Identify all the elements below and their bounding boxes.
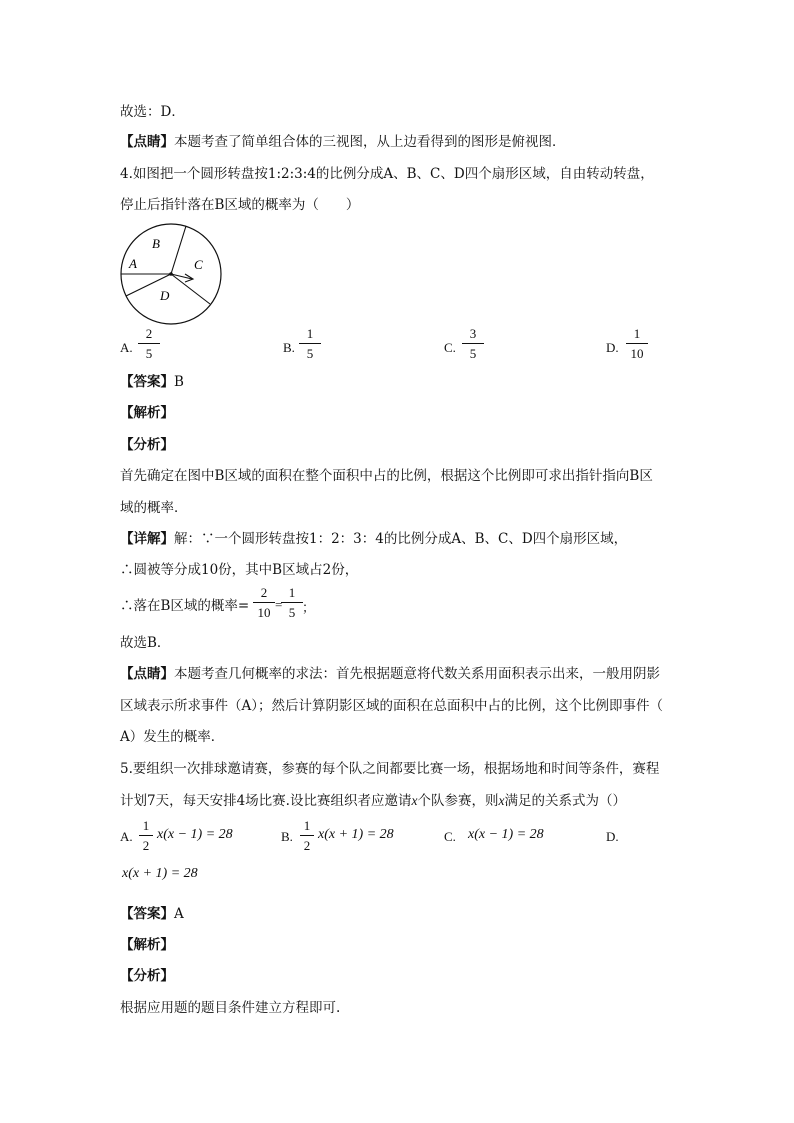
- stem-variable: x: [411, 793, 418, 808]
- q5-option-d-label: D.: [606, 829, 619, 844]
- denominator: 5: [306, 346, 314, 361]
- sector-label-c: C: [194, 257, 203, 272]
- q5-stem-line1: 5.要组织一次排球邀请赛，参赛的每个队之间都要比赛一场，根据场地和时间等条件，赛程: [120, 761, 660, 777]
- q5-answer: [120, 905, 184, 923]
- spinner-center: [169, 272, 173, 276]
- denominator: 5: [469, 346, 477, 361]
- q4-fenxi-tag: 【分析】: [120, 437, 174, 453]
- q4-stem-line2: 停止后指针落在B区域的概率为（ ）: [120, 197, 360, 213]
- q5-fenxi-line1: 根据应用题的题目条件建立方程即可.: [120, 1000, 341, 1016]
- q4-detail-suffix: ；: [302, 600, 316, 615]
- numerator: 1: [288, 585, 296, 600]
- detail-tag: 【详解】: [120, 531, 174, 547]
- denominator: 5: [288, 605, 296, 620]
- q4-detail-fraction-2: [281, 585, 303, 620]
- answer-tag: 【答案】: [120, 374, 174, 390]
- q4-fenxi-line2: 域的概率．: [120, 500, 188, 516]
- q4-fenxi-line1: 首先确定在图中B区域的面积在整个面积中占的比例，根据这个比例即可求出指针指向B区: [120, 468, 653, 484]
- stem-text: 个队参赛，则: [417, 793, 499, 809]
- q5-stem-line2: [120, 792, 626, 810]
- q4-analysis-tag: 【解析】: [120, 405, 174, 421]
- q4-choice: 故选B．: [120, 635, 171, 651]
- stem-text: 计划7天，每天安排4场比赛.设比赛组织者应邀请: [120, 793, 412, 809]
- q4-option-a: [138, 326, 160, 361]
- q4-comment-line3: A）发生的概率．: [120, 729, 225, 745]
- q4-answer: [120, 373, 184, 391]
- stem-variable: x: [498, 793, 505, 808]
- sector-label-b: B: [152, 236, 160, 251]
- q4-option-c: [462, 326, 484, 361]
- numerator: 2: [145, 326, 153, 341]
- q4-detail-fraction-1: [253, 585, 275, 620]
- comment-text: 本题考查了简单组合体的三视图，从上边看得到的图形是俯视图．: [174, 134, 566, 150]
- comment-tag: 【点睛】: [120, 666, 174, 682]
- denominator: 10: [630, 346, 644, 361]
- q4-option-b-label: B.: [283, 340, 295, 355]
- sector-label-d: D: [160, 288, 170, 303]
- detail-text: 解：∵一个圆形转盘按1：2：3：4的比例分成A、B、C、D四个扇形区域，: [174, 531, 628, 547]
- q5-option-b-expr: x(x + 1) = 28: [318, 827, 394, 842]
- answer-value: B: [174, 374, 184, 390]
- denominator: 10: [257, 605, 271, 620]
- q5-option-b-label: B.: [281, 829, 293, 844]
- q5-option-b-coef: [300, 818, 314, 853]
- prev-comment: [120, 133, 566, 151]
- q4-comment-line2: 区域表示所求事件（A）；然后计算阴影区域的面积在总面积中占的比例，这个比例即事件（: [120, 698, 663, 714]
- prev-choice: 故选：D．: [120, 104, 185, 120]
- stem-text: 满足的关系式为（）: [504, 793, 626, 809]
- numerator: 3: [469, 326, 477, 341]
- q4-option-b: [299, 326, 321, 361]
- numerator: 1: [633, 326, 641, 341]
- q4-stem-line1: 4.如图把一个圆形转盘按1:2:3:4的比例分成A、B、C、D四个扇形区域，自由转动转盘，: [120, 166, 654, 182]
- spinner-figure: [114, 218, 228, 330]
- denominator: 5: [145, 346, 153, 361]
- denominator: 2: [142, 838, 150, 853]
- q5-option-c-label: C.: [444, 829, 456, 844]
- q5-option-c-expr: x(x − 1) = 28: [468, 827, 544, 842]
- q4-option-d: [626, 326, 648, 361]
- q5-option-a-expr: x(x − 1) = 28: [157, 827, 233, 842]
- sector-label-a: A: [129, 256, 137, 271]
- q5-option-a-coef: [139, 818, 153, 853]
- answer-value: A: [174, 906, 184, 922]
- q5-option-a-label: A.: [120, 829, 133, 844]
- numerator: 2: [260, 585, 268, 600]
- answer-tag: 【答案】: [120, 906, 174, 922]
- numerator: 1: [303, 818, 311, 833]
- q4-detail-equals: =: [275, 597, 283, 612]
- q4-option-c-label: C.: [444, 340, 456, 355]
- q4-comment-line1: [120, 665, 660, 683]
- q4-option-d-label: D.: [606, 340, 619, 355]
- numerator: 1: [306, 326, 314, 341]
- q4-detail-line3-prefix: ∴落在B区域的概率=: [120, 598, 250, 614]
- q5-analysis-tag: 【解析】: [120, 937, 174, 953]
- q5-fenxi-tag: 【分析】: [120, 968, 174, 984]
- q5-option-d-expr: x(x + 1) = 28: [122, 866, 198, 881]
- comment-tag: 【点睛】: [120, 134, 174, 150]
- q4-option-a-label: A.: [120, 340, 133, 355]
- q4-detail-line1: [120, 530, 627, 548]
- denominator: 2: [303, 838, 311, 853]
- comment-text: 本题考查几何概率的求法：首先根据题意将代数关系用面积表示出来，一般用阴影: [174, 666, 660, 682]
- q4-detail-line2: ∴圆被等分成10份，其中B区域占2份，: [120, 562, 359, 578]
- numerator: 1: [142, 818, 150, 833]
- divider-b-c: [171, 226, 186, 274]
